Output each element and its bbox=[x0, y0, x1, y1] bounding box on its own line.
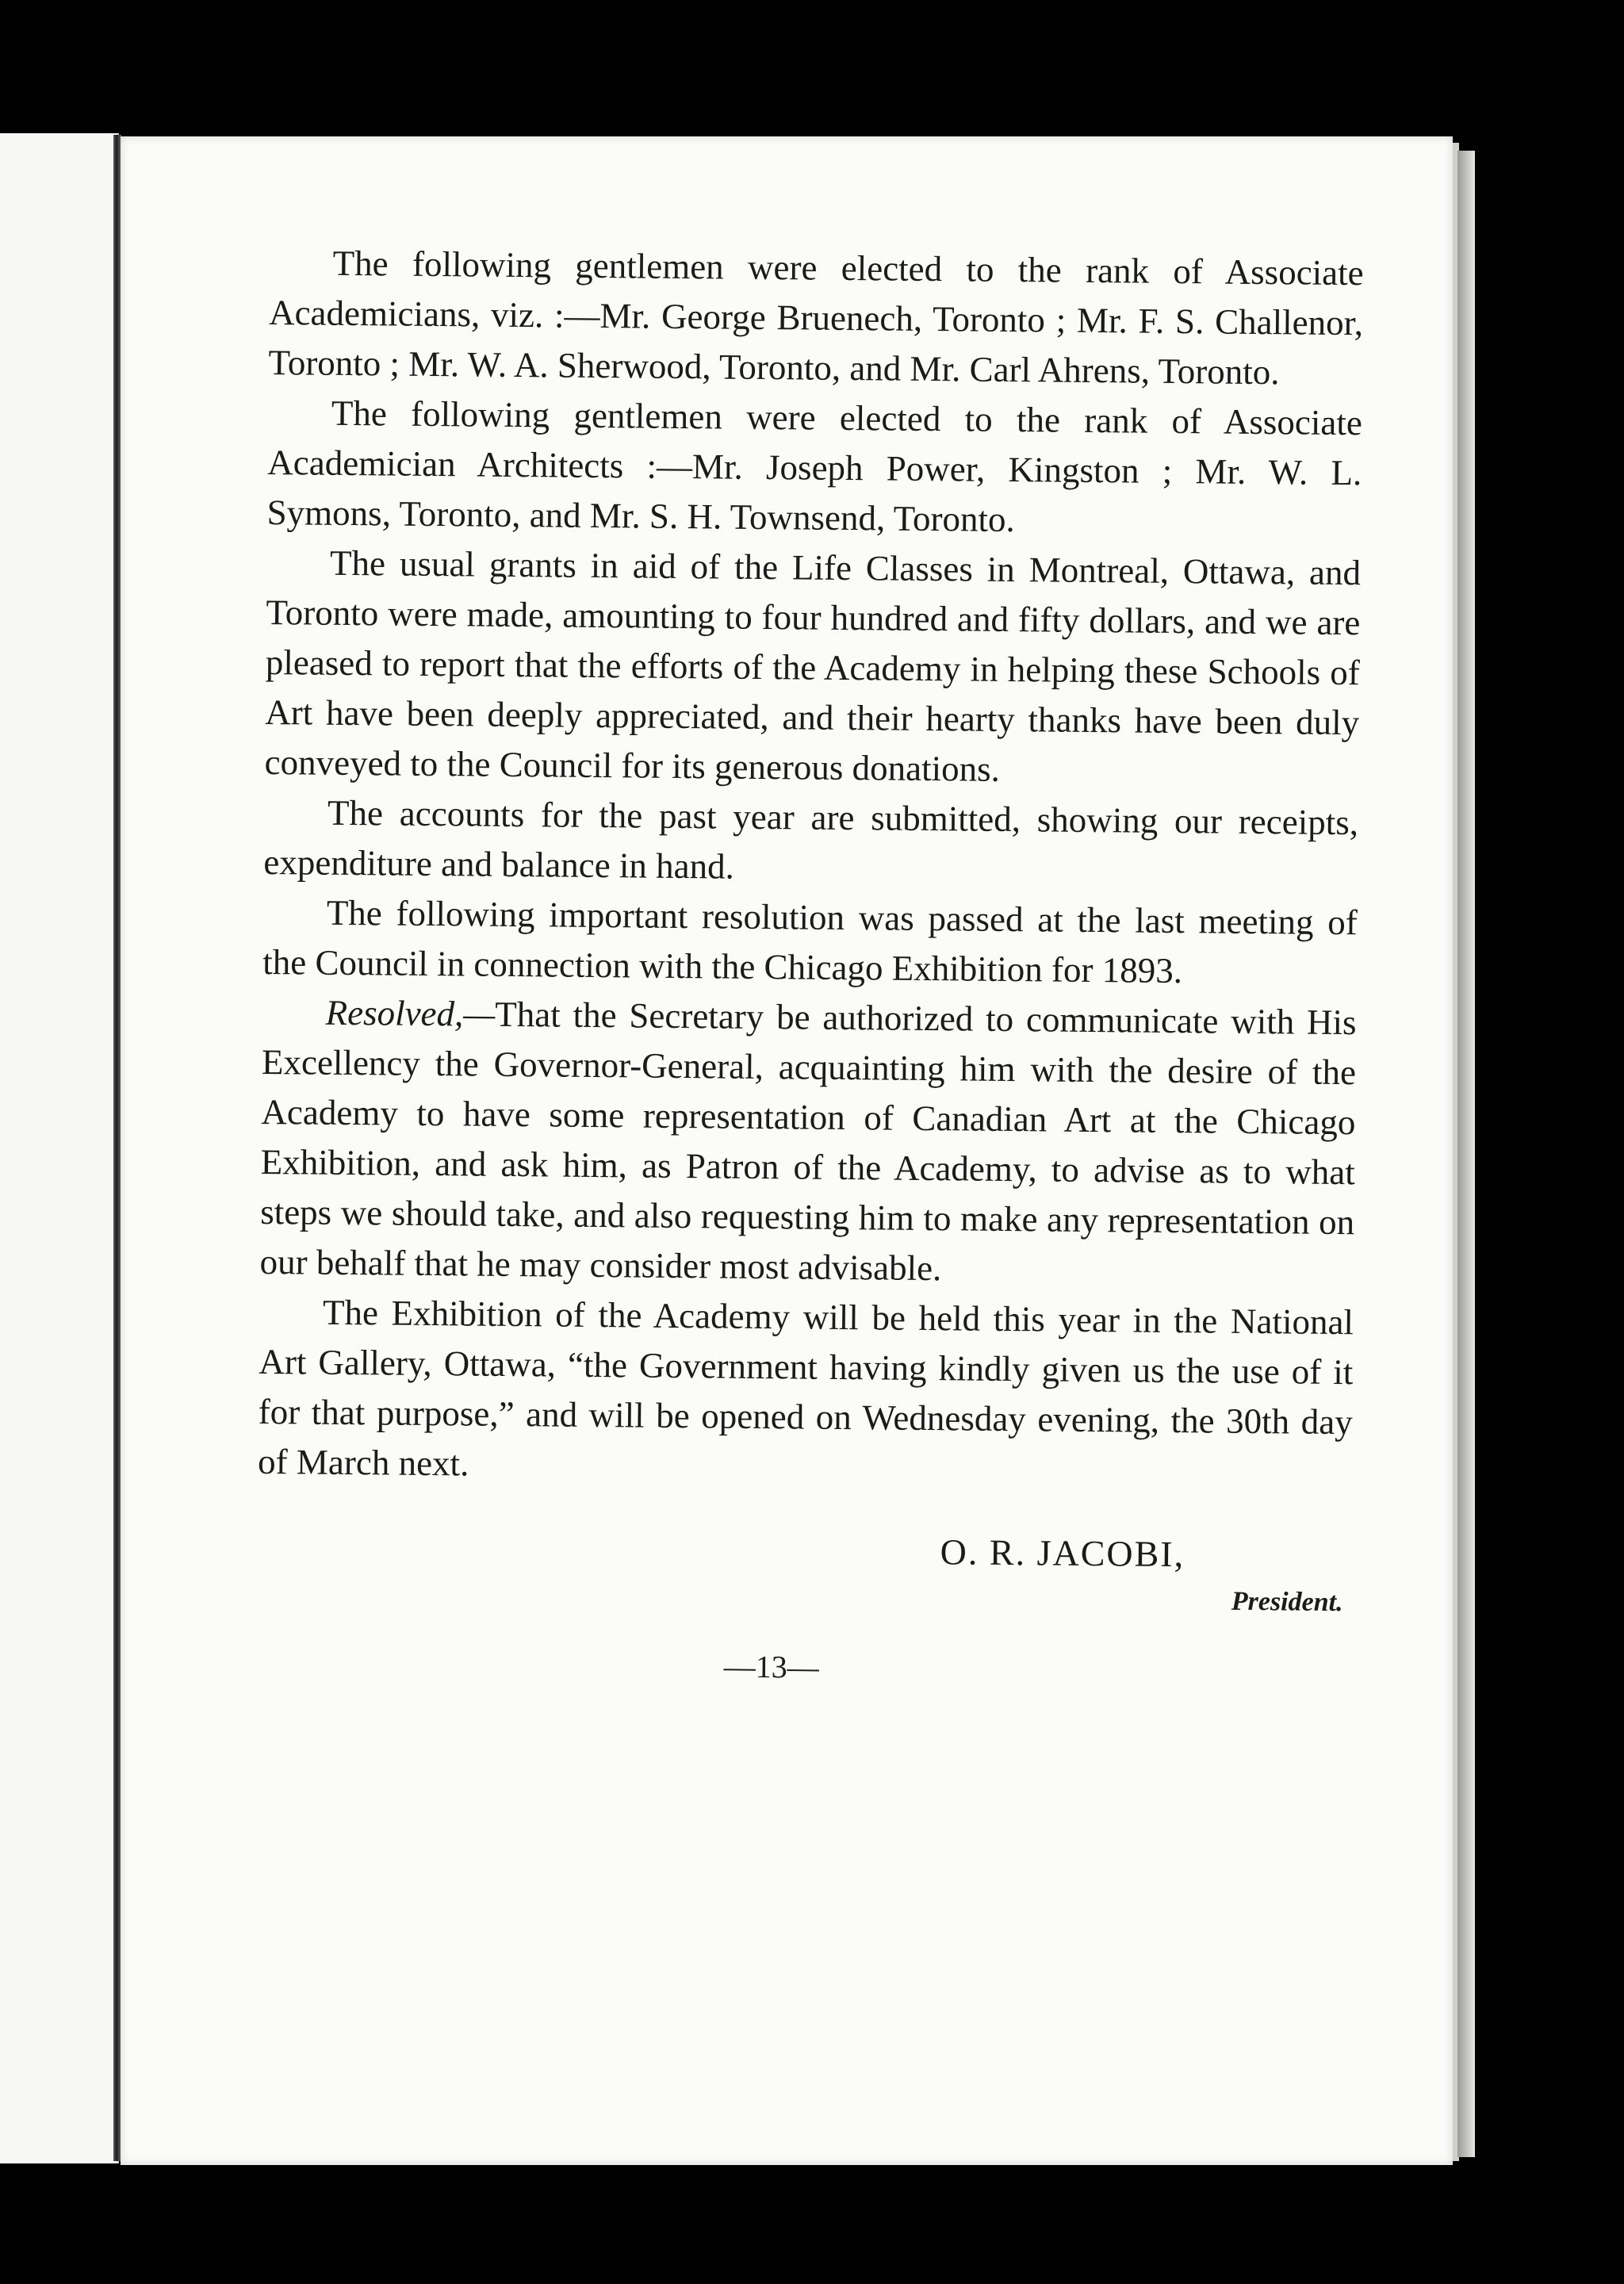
page-fold bbox=[1457, 151, 1475, 2157]
left-page-edge bbox=[0, 133, 119, 2163]
paragraph-associate-academicians: The following gentlemen were elected to the rank of Associate Academicians, viz. :—Mr. George Bruenech, Toronto ; Mr. F. S. Challenor, Toronto ; Mr. W. A. Sherwood, Toronto, and Mr. Carl Ahrens, Toronto. bbox=[268, 243, 1364, 393]
resolution-text: That the Secretary be authorized to communicate with His Excellency the Governor-General, acquainting him with the desire of the Academy to have some representation of Canadian Art at the Chicago Exhibition, and ask him, as Patron of the Academy, to advise as to what steps we should take, and also requesting him to make any representation on our behalf that he may consider most advisable. bbox=[259, 994, 1357, 1289]
page-text bbox=[255, 238, 1363, 1697]
paragraph-accounts: The accounts for the past year are submitted, showing our receipts, expenditure and balance in hand. bbox=[263, 792, 1359, 887]
page-number: —13— bbox=[723, 1648, 819, 1685]
paragraph-associate-architects: The following gentlemen were elected to the rank of Associate Academician Architects :—Mr. Joseph Power, Kingston ; Mr. W. L. Symons, Toronto, and Mr. S. H. Townsend, Toronto. bbox=[266, 393, 1363, 540]
paragraph-exhibition: The Exhibition of the Academy will be held this year in the National Art Gallery, Ottawa, “the Government having kindly given us the use of it for that purpose,” and will be opened on Wednesday evening, the 30th day of March next. bbox=[257, 1292, 1354, 1484]
paragraph-life-classes-grants: The usual grants in aid of the Life Classes in Montreal, Ottawa, and Toronto were made, amounting to four hundred and fifty dollars, and we are pleased to report that the efforts of the Academy in helping these Schools of Art have been deeply appreciated, and their hearty thanks have been duly conveyed to the Council for its generous donations. bbox=[264, 542, 1362, 789]
signature-title: President. bbox=[1231, 1586, 1343, 1618]
paragraph-resolution-intro: The following important resolution was passed at the last meeting of the Council in connection with the Chicago Exhibition for 1893. bbox=[262, 892, 1358, 991]
signature-name: O. R. JACOBI, bbox=[940, 1531, 1185, 1575]
paragraph-resolution bbox=[259, 987, 1357, 1297]
resolved-label: Resolved,— bbox=[325, 992, 496, 1034]
